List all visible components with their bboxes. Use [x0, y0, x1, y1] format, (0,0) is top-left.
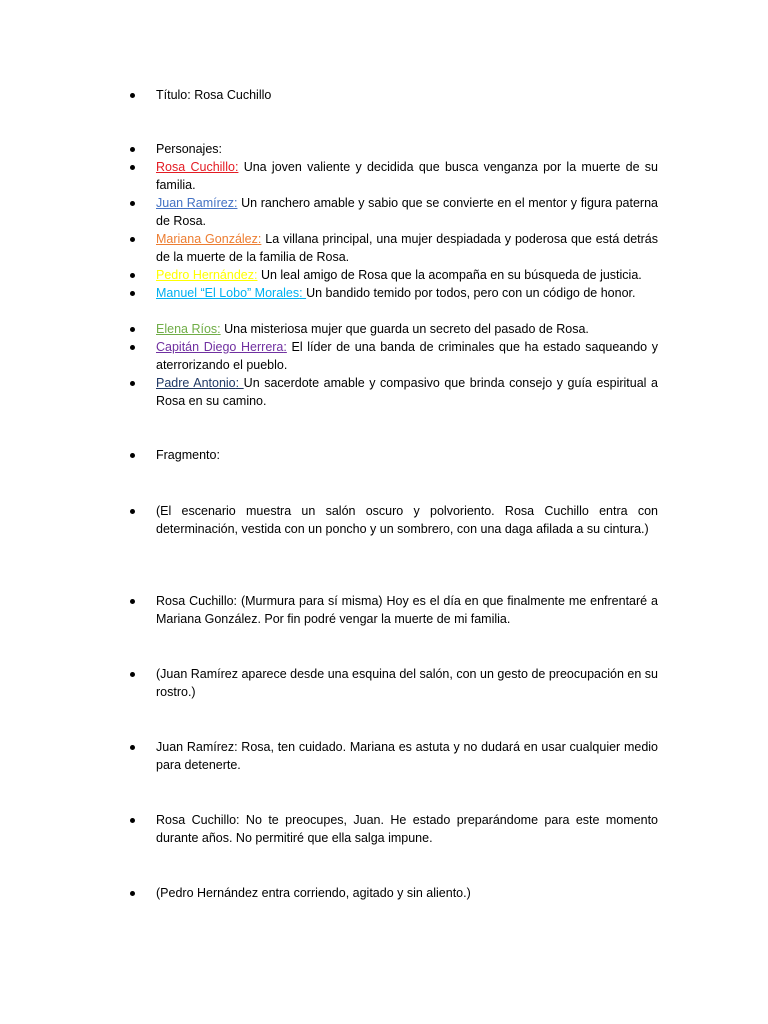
character-item-juan: [130, 194, 658, 230]
character-item-antonio: [130, 374, 658, 410]
title-item: [130, 86, 658, 104]
character-description: Un bandido temido por todos, pero con un código de honor.: [306, 286, 636, 300]
bullet-icon: [130, 273, 135, 278]
bullet-icon: [130, 327, 135, 332]
bullet-icon: [130, 93, 135, 98]
fragment-text: Rosa Cuchillo: No te preocupes, Juan. He estado preparándome para este momento durante años. No permitiré que ella salga impune.: [156, 813, 658, 845]
character-name: Padre Antonio: [156, 376, 236, 390]
character-item-pedro: [130, 266, 658, 284]
bullet-icon: [130, 599, 135, 604]
character-sep: :: [253, 268, 258, 282]
bullet-icon: [130, 237, 135, 242]
character-sep: :: [299, 286, 307, 300]
character-description: El líder de una banda de criminales que ha estado saqueando y aterrorizando el pueblo.: [156, 340, 658, 372]
characters-heading: Personajes:: [156, 142, 223, 156]
fragment-paragraph: [130, 811, 658, 847]
bullet-icon: [130, 818, 135, 823]
fragment-text: (Juan Ramírez aparece desde una esquina del salón, con un gesto de preocupación en su rostro.): [156, 667, 658, 699]
character-name: Elena Ríos: [156, 322, 218, 336]
character-description: Un ranchero amable y sabio que se convierte en el mentor y figura paterna de Rosa.: [156, 196, 658, 228]
character-name: Rosa Cuchillo: [156, 160, 235, 174]
character-name: Mariana González: [156, 232, 258, 246]
characters-heading-item: [130, 140, 658, 158]
bullet-icon: [130, 453, 135, 458]
character-item-mariana: [130, 230, 658, 266]
fragment-paragraph: [130, 665, 658, 701]
bullet-icon: [130, 745, 135, 750]
fragment-text: Juan Ramírez: Rosa, ten cuidado. Mariana es astuta y no dudará en usar cualquier medio para detenerte.: [156, 740, 658, 772]
bullet-icon: [130, 345, 135, 350]
character-item-elena: [130, 320, 658, 338]
bullet-icon: [130, 165, 135, 170]
bullet-icon: [130, 509, 135, 514]
character-description: Una joven valiente y decidida que busca venganza por la muerte de su familia.: [156, 160, 658, 192]
fragment-text: (Pedro Hernández entra corriendo, agitado y sin aliento.): [156, 886, 471, 900]
character-item-diego: [130, 338, 658, 374]
character-sep: :: [283, 340, 287, 354]
fragment-paragraph: [130, 502, 658, 538]
fragment-text: Rosa Cuchillo: (Murmura para sí misma) Hoy es el día en que finalmente me enfrentaré a Mariana González. Por fin podré vengar la muerte de mi familia.: [156, 594, 658, 626]
character-name: Pedro Hernández: [156, 268, 254, 282]
character-name: Manuel “El Lobo” Morales: [156, 286, 300, 300]
character-sep: :: [217, 322, 221, 336]
character-sep: :: [235, 376, 244, 390]
fragment-paragraph: [130, 884, 658, 902]
fragment-heading: Fragmento:: [156, 448, 220, 462]
character-name: Juan Ramírez: [156, 196, 234, 210]
bullet-icon: [130, 147, 135, 152]
fragment-paragraph: [130, 738, 658, 774]
bullet-icon: [130, 672, 135, 677]
fragment-text: (El escenario muestra un salón oscuro y polvoriento. Rosa Cuchillo entra con determinación, vestida con un poncho y un sombrero, con una daga afilada a su cintura.): [156, 504, 658, 536]
character-description: Un sacerdote amable y compasivo que brinda consejo y guía espiritual a Rosa en su camino.: [156, 376, 658, 408]
bullet-icon: [130, 891, 135, 896]
fragment-heading-item: [130, 446, 658, 464]
character-item-manuel: [130, 284, 658, 302]
character-sep: :: [234, 160, 239, 174]
fragment-paragraph: [130, 592, 658, 628]
bullet-icon: [130, 201, 135, 206]
character-description: La villana principal, una mujer despiadada y poderosa que está detrás de la muerte de la familia de Rosa.: [156, 232, 658, 264]
bullet-icon: [130, 291, 135, 296]
bullet-icon: [130, 381, 135, 386]
character-description: Un leal amigo de Rosa que la acompaña en su búsqueda de justicia.: [257, 268, 642, 282]
character-sep: :: [257, 232, 262, 246]
character-item-rosa: [130, 158, 658, 194]
character-description: Una misteriosa mujer que guarda un secreto del pasado de Rosa.: [220, 322, 589, 336]
character-sep: :: [233, 196, 238, 210]
document-title: Título: Rosa Cuchillo: [156, 88, 272, 102]
character-name: Capitán Diego Herrera: [156, 340, 284, 354]
